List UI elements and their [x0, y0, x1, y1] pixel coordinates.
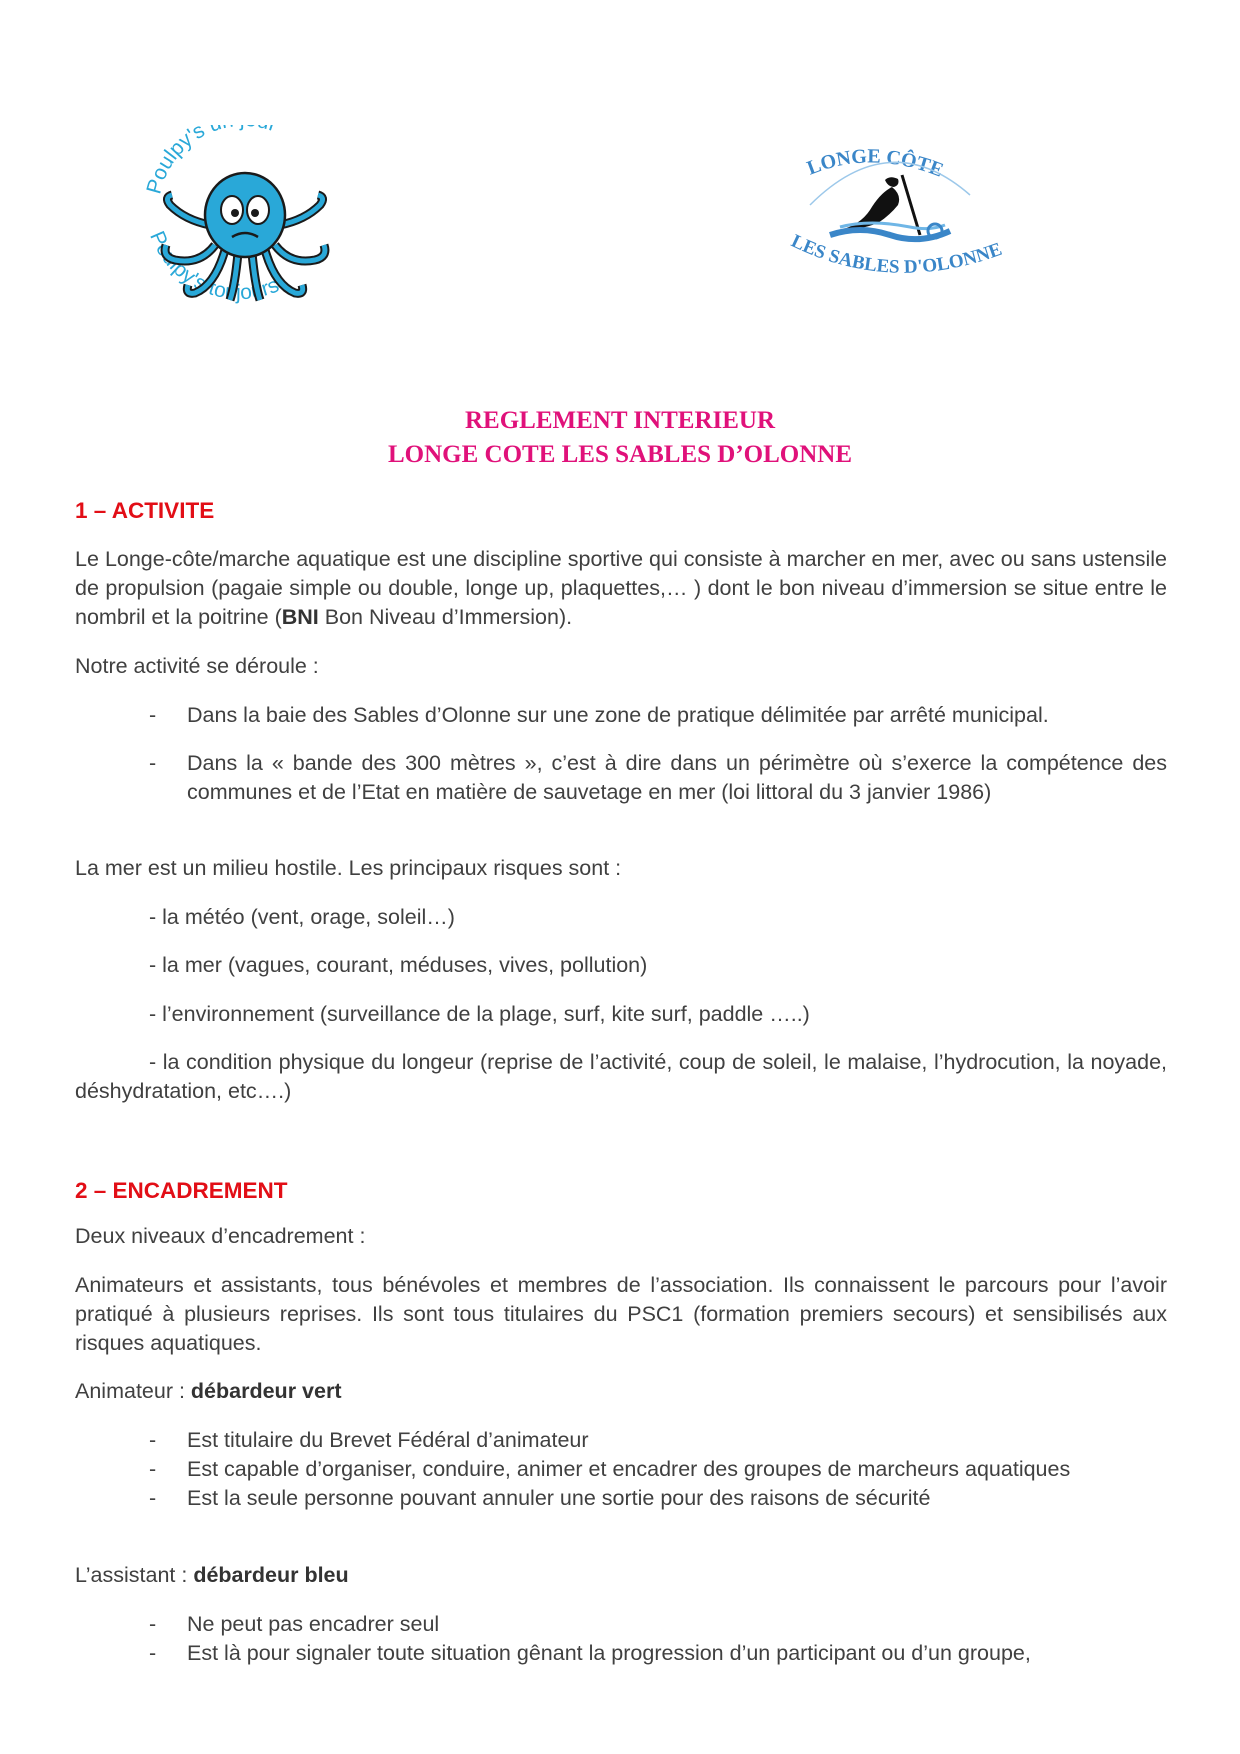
list-item-text: Est titulaire du Brevet Fédéral d’animateur	[187, 1428, 589, 1452]
list-item-text: Ne peut pas encadrer seul	[187, 1612, 440, 1636]
activity-intro-text: Notre activité se déroule :	[75, 654, 319, 678]
list-item-text: Dans la baie des Sables d’Olonne sur une zone de pratique délimitée par arrêté municipal.	[187, 703, 1049, 727]
logo-right-bottom-text: LES SABLES D'OLONNE	[787, 230, 1005, 278]
risk-item-4	[75, 1048, 1167, 1106]
section-encadrement	[75, 1176, 1167, 1205]
risks-intro-text: La mer est un milieu hostile. Les principaux risques sont :	[75, 856, 622, 880]
section-heading-activite: 1 – ACTIVITE	[75, 498, 215, 523]
list-item	[75, 1639, 1167, 1668]
risk-item-1	[75, 903, 1167, 932]
longe-cote-logo	[770, 135, 1010, 310]
animateur-line	[75, 1377, 1167, 1406]
list-item	[75, 1610, 1167, 1639]
longe-cote-walker-icon	[770, 135, 1010, 310]
assistant-label-text: L’assistant :	[75, 1563, 194, 1587]
risks-intro	[75, 854, 1167, 883]
dash: -	[149, 1486, 157, 1510]
octopus-icon	[140, 125, 350, 325]
dash: -	[149, 703, 157, 727]
intro-bni: BNI	[281, 605, 319, 629]
assistant-bold: débardeur bleu	[193, 1563, 349, 1587]
places-list-item-2	[75, 749, 1167, 807]
list-item-text: Dans la « bande des 300 mètres », c’est à dire dans un périmètre où s’exerce la compétence des communes et de l’Etat en matière de sauvetage en mer (loi littoral du 3 janvier 1986)	[187, 751, 1167, 804]
list-item	[75, 749, 1167, 807]
poulpys-logo	[140, 125, 350, 325]
animateur-label-text: Animateur :	[75, 1379, 191, 1403]
encadrement-description	[75, 1271, 1167, 1358]
svg-text:LONGE CÔTE	[804, 145, 946, 181]
title-line-1: REGLEMENT INTERIEUR	[464, 407, 776, 434]
list-item-text: Est capable d’organiser, conduire, animer et encadrer des groupes de marcheurs aquatiques	[187, 1457, 1071, 1481]
risk-item-3	[75, 1000, 1167, 1029]
animateur-label	[75, 1377, 1167, 1406]
list-item: - la météo (vent, orage, soleil…)	[149, 905, 455, 929]
dash: -	[149, 751, 157, 775]
section-heading-encadrement: 2 – ENCADREMENT	[75, 1178, 288, 1203]
logo-right-top-text: LONGE CÔTE	[804, 145, 947, 182]
intro-text-b: Bon Niveau d’Immersion).	[318, 605, 573, 629]
intro-text-a: Le Longe-côte/marche aquatique est une discipline sportive qui consiste à marcher en mer, avec ou sans ustensile de propulsion (pagaie simple ou double, longe up, plaquettes,… ) dont le bon niveau d’immersion se situe entre le nombril et la poitrine (	[75, 547, 1167, 629]
animateur-list	[75, 1426, 1167, 1513]
list-item-text: Est là pour signaler toute situation gênant la progression d’un participant ou d’un groupe,	[187, 1641, 1031, 1665]
document-title	[0, 404, 1240, 472]
dash: -	[149, 1457, 157, 1481]
activite-intro	[75, 545, 1167, 632]
activity-intro	[75, 652, 1167, 681]
encadrement-description-text: Animateurs et assistants, tous bénévoles et membres de l’association. Ils connaissent le parcours pour l’avoir pratiqué à plusieurs reprises. Ils sont tous titulaires du PSC1 (formation premiers secours) et sensibilisés aux risques aquatiques.	[75, 1273, 1167, 1355]
dash: -	[149, 1641, 157, 1665]
dash: -	[149, 1612, 157, 1636]
section-activite	[75, 496, 1167, 525]
list-item: - la mer (vagues, courant, méduses, vives, pollution)	[149, 953, 648, 977]
levels-intro	[75, 1222, 1167, 1251]
logo-left-top-text: Poulpy's	[142, 125, 209, 197]
list-item	[75, 1484, 1167, 1513]
list-item: - la condition physique du longeur (reprise de l’activité, coup de soleil, le malaise, l’hydrocution, la noyade, déshydratation, etc….)	[75, 1050, 1167, 1103]
assistant-line	[75, 1561, 1167, 1590]
list-item	[75, 1455, 1167, 1484]
title-line-2: LONGE COTE LES SABLES D’OLONNE	[387, 441, 852, 468]
animateur-bold: débardeur vert	[190, 1379, 342, 1403]
list-item	[75, 1426, 1167, 1455]
list-item	[75, 701, 1167, 730]
assistant-label	[75, 1561, 1167, 1590]
assistant-list	[75, 1610, 1167, 1668]
places-list-item-1	[75, 701, 1167, 730]
dash: -	[149, 1428, 157, 1452]
list-item-text: Est la seule personne pouvant annuler une sortie pour des raisons de sécurité	[187, 1486, 931, 1510]
list-item: - l’environnement (surveillance de la plage, surf, kite surf, paddle …..)	[149, 1002, 810, 1026]
logo-left-bottom-text: Poulpy's toujours	[145, 227, 283, 305]
activite-intro-paragraph	[75, 545, 1167, 632]
risk-item-2	[75, 951, 1167, 980]
levels-intro-text: Deux niveaux d’encadrement :	[75, 1224, 366, 1248]
